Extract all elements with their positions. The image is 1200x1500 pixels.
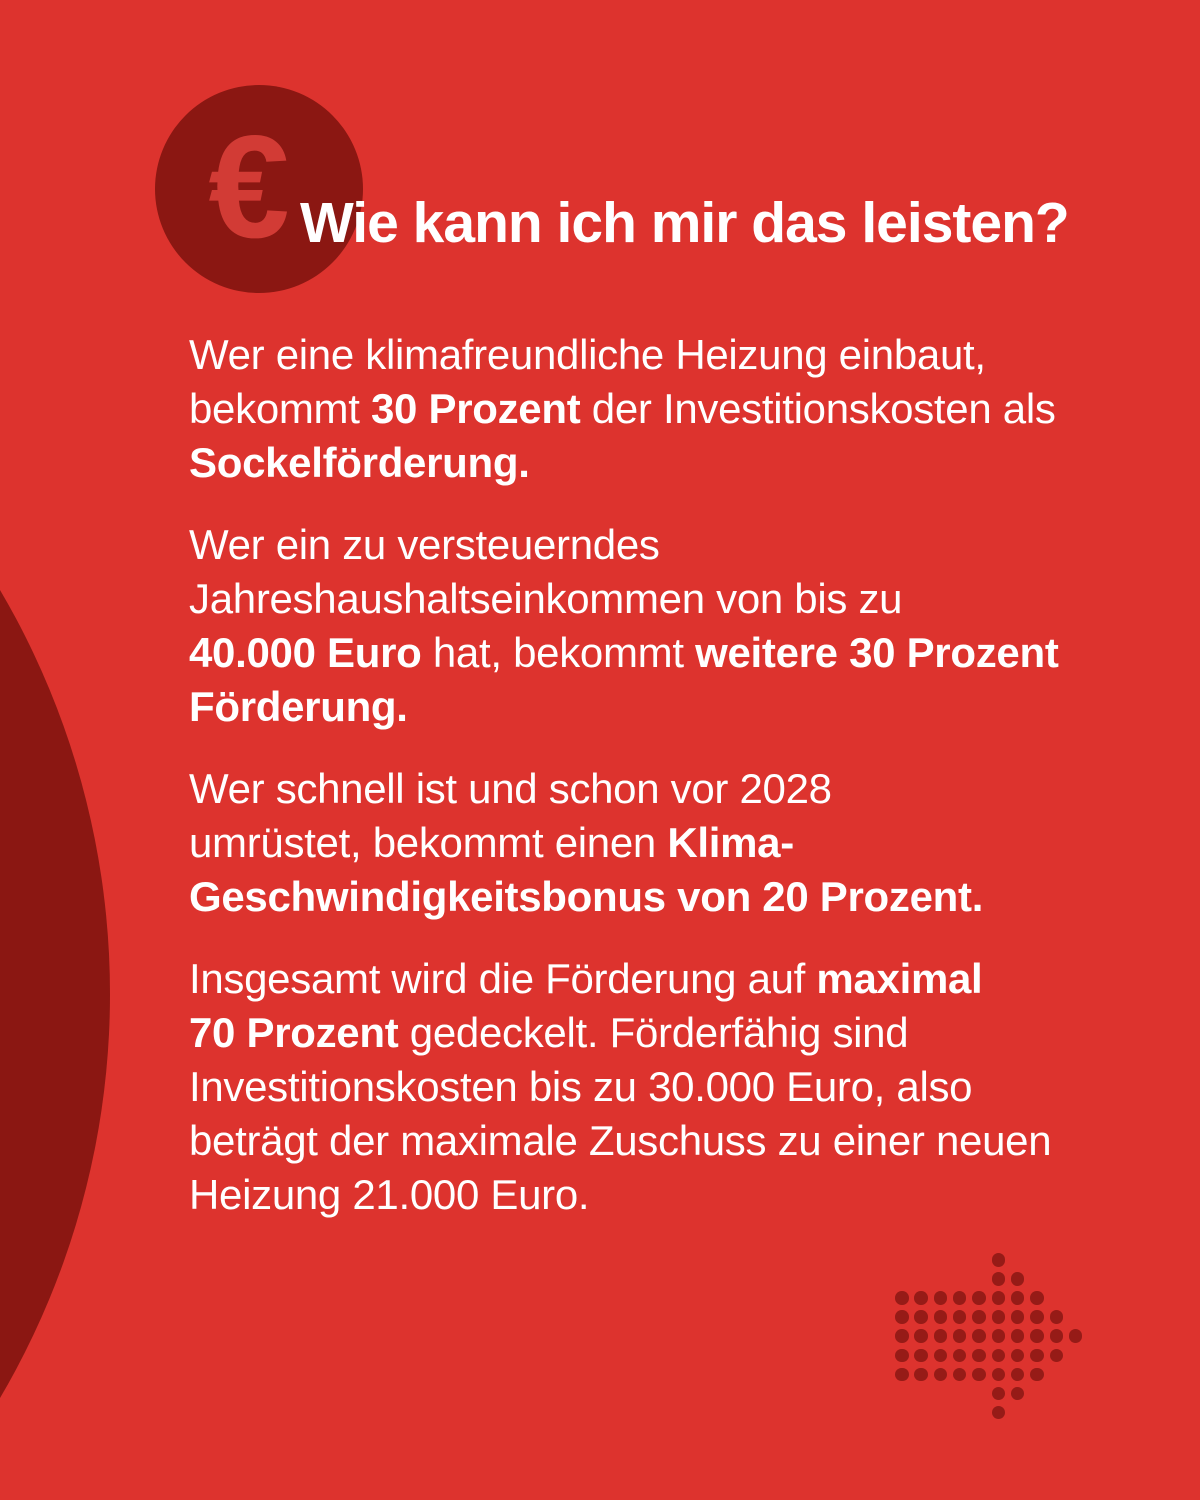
text-line xyxy=(189,518,1059,572)
euro-symbol-icon: € xyxy=(208,105,290,268)
text-line xyxy=(189,1006,1059,1060)
text-segment: Insgesamt wird die Förderung auf xyxy=(189,955,817,1002)
arrow-dot xyxy=(1030,1329,1044,1343)
text-segment: beträgt der maximale Zuschuss zu einer neuen xyxy=(189,1117,1052,1164)
arrow-dot xyxy=(914,1329,928,1343)
text-line xyxy=(189,436,1059,490)
arrow-dot xyxy=(972,1368,986,1382)
arrow-dot xyxy=(972,1349,986,1363)
decorative-circle-left xyxy=(0,197,110,1500)
arrow-dot xyxy=(972,1310,986,1324)
arrow-dot xyxy=(914,1368,928,1382)
arrow-dot xyxy=(992,1349,1006,1363)
arrow-dot xyxy=(1050,1329,1064,1343)
arrow-dot xyxy=(934,1291,948,1305)
arrow-dot xyxy=(972,1329,986,1343)
text-segment: umrüstet, bekommt einen xyxy=(189,819,668,866)
text-segment-bold: 30 Prozent xyxy=(371,385,581,432)
arrow-dot xyxy=(1030,1349,1044,1363)
arrow-dot xyxy=(992,1387,1006,1401)
arrow-dot xyxy=(992,1329,1006,1343)
arrow-dot xyxy=(992,1310,1006,1324)
arrow-dot xyxy=(953,1310,967,1324)
arrow-dot xyxy=(934,1368,948,1382)
arrow-dot xyxy=(934,1310,948,1324)
arrow-dot xyxy=(1030,1310,1044,1324)
arrow-dot xyxy=(895,1349,909,1363)
text-segment-bold: weitere 30 Prozent xyxy=(695,629,1059,676)
arrow-dot xyxy=(992,1272,1006,1286)
paragraph xyxy=(189,952,1059,1222)
arrow-dot xyxy=(953,1349,967,1363)
arrow-dot xyxy=(895,1310,909,1324)
arrow-dot xyxy=(1011,1310,1025,1324)
text-line xyxy=(189,1168,1059,1222)
arrow-dot xyxy=(1011,1291,1025,1305)
arrow-dot xyxy=(1050,1349,1064,1363)
text-line xyxy=(189,680,1059,734)
arrow-dot xyxy=(895,1368,909,1382)
text-segment: bekommt xyxy=(189,385,371,432)
text-segment-bold: Klima- xyxy=(667,819,794,866)
text-segment-bold: 40.000 Euro xyxy=(189,629,422,676)
arrow-dot xyxy=(895,1291,909,1305)
text-segment: Jahreshaushaltseinkommen von bis zu xyxy=(189,575,903,622)
arrow-dot xyxy=(1050,1310,1064,1324)
arrow-dot xyxy=(1030,1368,1044,1382)
arrow-dot xyxy=(1069,1329,1083,1343)
page-title: Wie kann ich mir das leisten? xyxy=(300,191,1069,255)
text-line xyxy=(189,572,1059,626)
text-line xyxy=(189,1114,1059,1168)
text-line xyxy=(189,1060,1059,1114)
text-line xyxy=(189,952,1059,1006)
arrow-dot xyxy=(992,1406,1006,1420)
arrow-dot xyxy=(992,1253,1006,1267)
text-segment-bold: Sockelförderung. xyxy=(189,439,530,486)
body-text xyxy=(189,328,1059,1250)
arrow-dot xyxy=(1011,1349,1025,1363)
text-segment: hat, bekommt xyxy=(421,629,696,676)
text-segment-bold: maximal xyxy=(816,955,983,1002)
text-segment-bold: Geschwindigkeitsbonus von 20 Prozent. xyxy=(189,873,984,920)
arrow-dot xyxy=(953,1291,967,1305)
text-segment: gedeckelt. Förderfähig sind xyxy=(398,1009,909,1056)
text-line xyxy=(189,870,1059,924)
arrow-dot xyxy=(895,1329,909,1343)
arrow-dot xyxy=(934,1329,948,1343)
text-segment-bold: Förderung. xyxy=(189,683,408,730)
arrow-dot xyxy=(934,1349,948,1363)
text-segment: Wer schnell ist und schon vor 2028 xyxy=(189,765,832,812)
text-segment: Investitionskosten bis zu 30.000 Euro, also xyxy=(189,1063,973,1110)
arrow-dot xyxy=(953,1329,967,1343)
text-segment: der Investitionskosten als xyxy=(580,385,1056,432)
arrow-dot xyxy=(992,1368,1006,1382)
paragraph xyxy=(189,762,1059,924)
arrow-dot xyxy=(1030,1291,1044,1305)
text-line xyxy=(189,382,1059,436)
arrow-dot xyxy=(1011,1368,1025,1382)
text-line xyxy=(189,816,1059,870)
text-line xyxy=(189,762,1059,816)
arrow-dot xyxy=(972,1291,986,1305)
arrow-dot xyxy=(1011,1329,1025,1343)
paragraph xyxy=(189,518,1059,734)
euro-coin-icon xyxy=(155,85,363,293)
text-segment: Wer eine klimafreundliche Heizung einbaut, xyxy=(189,331,986,378)
arrow-dot xyxy=(914,1349,928,1363)
arrow-dot xyxy=(953,1368,967,1382)
paragraph xyxy=(189,328,1059,490)
arrow-dot xyxy=(914,1310,928,1324)
text-line xyxy=(189,328,1059,382)
text-segment: Wer ein zu versteuerndes xyxy=(189,521,660,568)
arrow-dot xyxy=(992,1291,1006,1305)
text-segment: Heizung 21.000 Euro. xyxy=(189,1171,590,1218)
arrow-dot xyxy=(1011,1387,1025,1401)
arrow-dot xyxy=(914,1291,928,1305)
arrow-dot xyxy=(1011,1272,1025,1286)
text-segment-bold: 70 Prozent xyxy=(189,1009,399,1056)
text-line xyxy=(189,626,1059,680)
dotted-arrow-right-icon xyxy=(895,1253,1095,1428)
